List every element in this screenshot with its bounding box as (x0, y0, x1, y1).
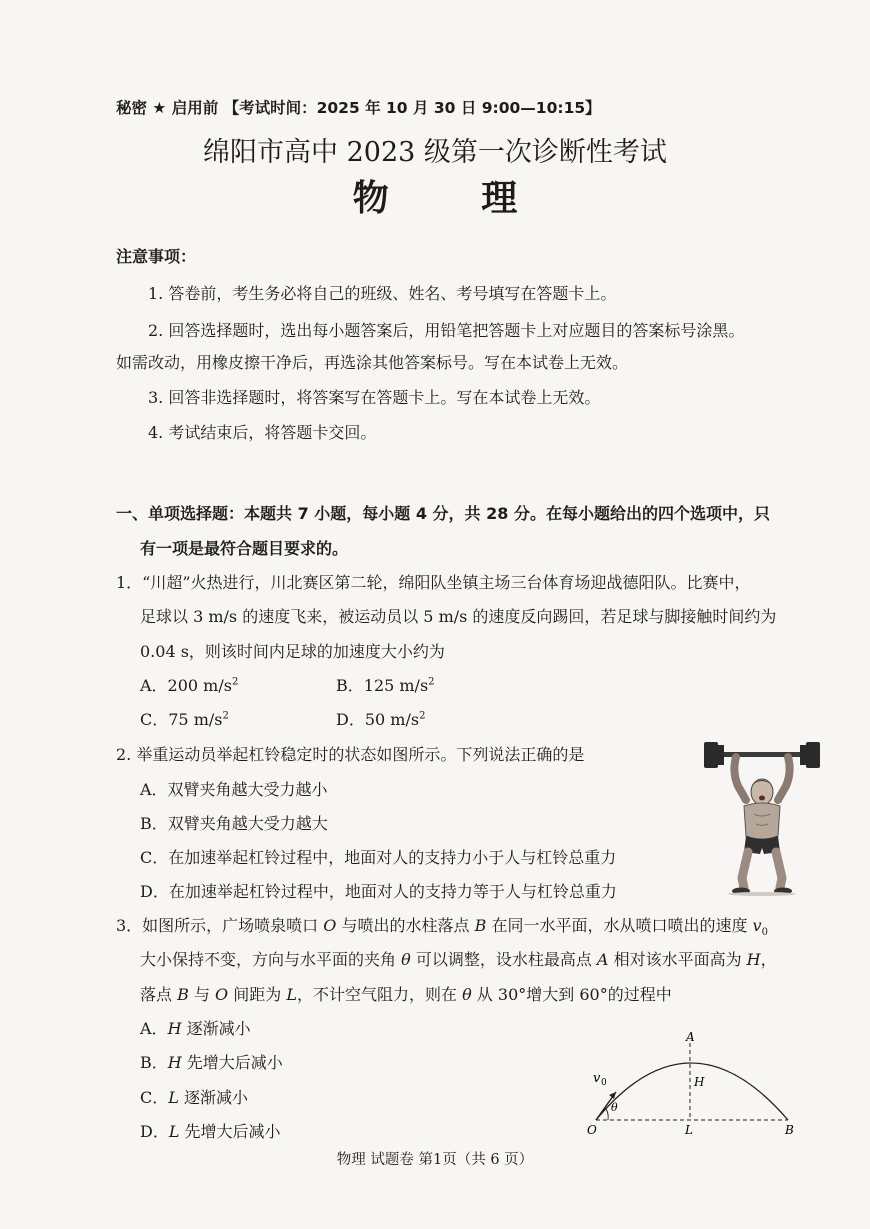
q2-option-a: A．双臂夹角越大受力越小 (140, 780, 328, 799)
note-item: 1. 答卷前，考生务必将自己的班级、姓名、考号填写在答题卡上。 (148, 284, 617, 303)
note-item: 如需改动，用橡皮擦干净后，再选涂其他答案标号。写在本试卷上无效。 (116, 353, 629, 372)
note-item: 4. 考试结束后，将答题卡交回。 (148, 423, 377, 442)
subject-title: 物 理 (352, 177, 558, 219)
weightlifter-illustration (698, 738, 826, 896)
q1-option-c: C．75 $m/s^2$ (140, 710, 229, 729)
q3-stem-line-2: 大小保持不变，方向与水平面的夹角 θ 可以调整，设水柱最高点 A 相对该水平面高为 H， (140, 950, 777, 969)
q1-stem-line: 0.04 s，则该时间内足球的加速度大小约为 (140, 642, 445, 661)
q3-option-c: C．L 逐渐减小 (140, 1088, 248, 1107)
section-heading-cont: 有一项是最符合题目要求的。 (140, 539, 349, 558)
note-item: 2. 回答选择题时，选出每小题答案后，用铅笔把答题卡上对应题目的答案标号涂黑。 (148, 321, 745, 340)
fountain-trajectory-figure (582, 1028, 804, 1140)
note-item: 3. 回答非选择题时，将答案写在答题卡上。写在本试卷上无效。 (148, 388, 601, 407)
label-a: A (686, 1030, 695, 1044)
q2-option-c: C．在加速举起杠铃过程中，地面对人的支持力小于人与杠铃总重力 (140, 848, 617, 867)
label-l: L (685, 1123, 693, 1137)
q3-option-a: A．H 逐渐减小 (140, 1019, 251, 1038)
q3-option-b: B．H 先增大后减小 (140, 1053, 283, 1072)
label-b: B (785, 1123, 794, 1137)
q1-option-b: B．125 $m/s^2$ (336, 676, 435, 695)
q2-stem: 2. 举重运动员举起杠铃稳定时的状态如图所示。下列说法正确的是 (116, 745, 585, 764)
label-o: O (587, 1123, 597, 1137)
q3-option-d: D．L 先增大后减小 (140, 1122, 281, 1141)
q3-stem-line-3: 落点 B 与 O 间距为 L，不计空气阻力，则在 θ 从 30°增大到 60°的过程中 (140, 985, 672, 1004)
label-theta: θ (611, 1101, 618, 1114)
q2-option-b: B．双臂夹角越大受力越大 (140, 814, 328, 833)
exam-title: 绵阳市高中 2023 级第一次诊断性考试 (203, 137, 667, 168)
label-h: H (694, 1075, 705, 1089)
q1-option-a: A．200 $m/s^2$ (140, 676, 239, 695)
trajectory-curve (596, 1063, 788, 1120)
q1-option-d: D．50 $m/s^2$ (336, 710, 426, 729)
q3-stem-line-1: 3．如图所示，广场喷泉喷口 O 与喷出的水柱落点 B 在同一水平面，水从喷口喷出的速度 $v_0$ (116, 916, 768, 939)
confidential-line: 秘密 ★ 启用前 【考试时间：2025 年 10 月 30 日 9:00—10:15】 (116, 99, 601, 117)
q1-stem-line: 足球以 3 m/s 的速度飞来，被运动员以 5 m/s 的速度反向踢回，若足球与脚接触时间约为 (140, 607, 777, 626)
page-footer: 物理 试题卷 第1页（共 6 页） (336, 1152, 534, 1168)
label-v0: v (593, 1071, 601, 1086)
q2-option-d: D．在加速举起杠铃过程中，地面对人的支持力等于人与杠铃总重力 (140, 882, 617, 901)
q1-stem-line: 1．“川超”火热进行，川北赛区第二轮，绵阳队坐镇主场三台体育场迎战德阳队。比赛中， (116, 573, 751, 592)
label-v0-sub: 0 (601, 1078, 607, 1088)
section-heading: 一、单项选择题：本题共 7 小题，每小题 4 分，共 28 分。在每小题给出的四个选项中，只 (116, 504, 770, 523)
notes-heading: 注意事项： (116, 247, 197, 266)
